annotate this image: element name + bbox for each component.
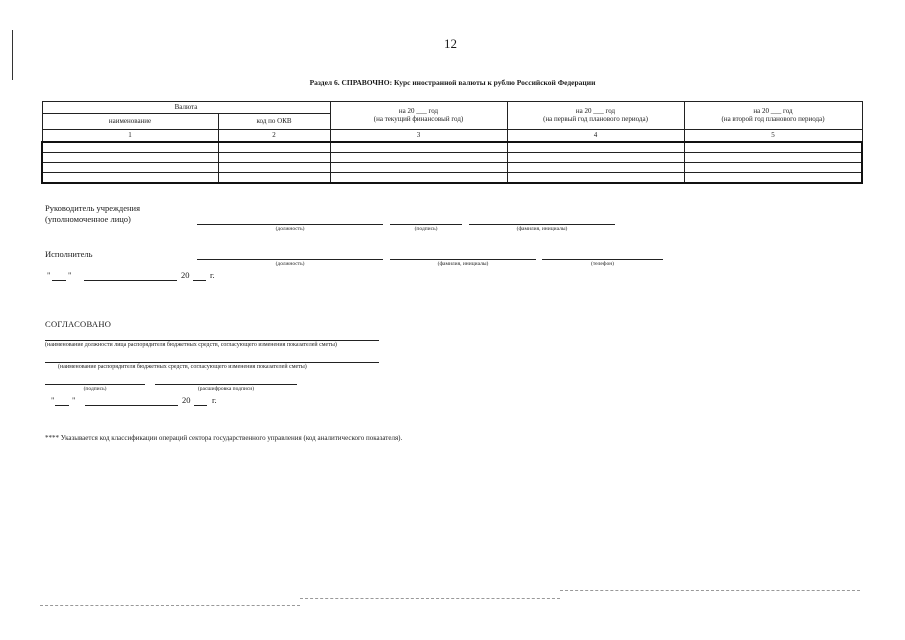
approval-manager-line[interactable] bbox=[45, 362, 379, 363]
caption-approval-signature: (подпись) bbox=[83, 386, 107, 392]
table-cell[interactable] bbox=[507, 173, 684, 184]
caption-approval-manager: (наименование распорядителя бюджетных средств, согласующего изменения показателей сметы) bbox=[58, 364, 307, 370]
col-year2-label: на 20 ___ год bbox=[575, 106, 616, 115]
head-signature-line[interactable] bbox=[390, 224, 462, 225]
table-cell[interactable] bbox=[684, 173, 862, 184]
scan-edge-mark bbox=[12, 30, 13, 80]
col-number: 1 bbox=[42, 130, 218, 143]
table-row bbox=[42, 142, 862, 153]
table-cell[interactable] bbox=[42, 153, 218, 163]
col-number: 5 bbox=[684, 130, 862, 143]
date-year-line[interactable] bbox=[193, 280, 206, 281]
head-sublabel: (уполномоченное лицо) bbox=[45, 214, 131, 224]
col-year1-label: на 20 ___ год bbox=[398, 106, 439, 115]
table-cell[interactable] bbox=[507, 153, 684, 163]
caption-position: (должность) bbox=[275, 261, 305, 267]
approval-date-month-line[interactable] bbox=[85, 405, 178, 406]
date-year-prefix: 20 bbox=[181, 270, 190, 280]
table-header-row bbox=[42, 102, 862, 114]
currency-header: Валюта bbox=[42, 102, 330, 114]
table-cell[interactable] bbox=[684, 142, 862, 153]
executor-label: Исполнитель bbox=[45, 249, 93, 259]
executor-position-line[interactable] bbox=[197, 259, 383, 260]
approval-date-day-line[interactable] bbox=[55, 405, 69, 406]
footnote: **** Указывается код классификации операций сектора государственного управления (код аналитического показателя). bbox=[45, 434, 403, 442]
column-numbers-row bbox=[42, 130, 862, 143]
col-year1-header bbox=[330, 102, 507, 130]
table-cell[interactable] bbox=[507, 163, 684, 173]
col-year2-header bbox=[507, 102, 684, 130]
col-number: 2 bbox=[218, 130, 330, 143]
approval-decode-line[interactable] bbox=[155, 384, 297, 385]
approval-title: СОГЛАСОВАНО bbox=[45, 319, 112, 329]
col-year3-label: на 20 ___ год bbox=[753, 106, 793, 115]
caption-name: (фамилия, инициалы) bbox=[516, 226, 568, 232]
col-number: 4 bbox=[507, 130, 684, 143]
scan-artifact-line bbox=[560, 590, 860, 591]
caption-position: (должность) bbox=[275, 226, 305, 232]
col-code-header: код по ОКВ bbox=[218, 114, 330, 130]
table-cell[interactable] bbox=[684, 163, 862, 173]
table-cell[interactable] bbox=[42, 173, 218, 184]
table-cell[interactable] bbox=[330, 153, 507, 163]
date-quote-open: " bbox=[47, 270, 51, 280]
approval-date-quote-open: " bbox=[51, 395, 55, 405]
table-cell[interactable] bbox=[218, 142, 330, 153]
head-position-line[interactable] bbox=[197, 224, 383, 225]
section-title: Раздел 6. СПРАВОЧНО: Курс иностранной валюты к рублю Российской Федерации bbox=[309, 78, 596, 87]
approval-date-year-prefix: 20 bbox=[182, 395, 191, 405]
date-month-line[interactable] bbox=[84, 280, 177, 281]
approval-date-quote-close: " bbox=[72, 395, 76, 405]
caption-approval-position: (наименование должности лица распорядителя бюджетных средств, согласующего изменения показателей сметы) bbox=[45, 342, 337, 348]
currency-rate-table bbox=[41, 101, 863, 184]
approval-signature-line[interactable] bbox=[45, 384, 145, 385]
date-quote-close: " bbox=[68, 270, 72, 280]
approval-date-suffix: г. bbox=[212, 395, 217, 405]
caption-phone: (телефон) bbox=[590, 261, 615, 267]
caption-signature: (подпись) bbox=[414, 226, 438, 232]
table-cell[interactable] bbox=[42, 163, 218, 173]
table-cell[interactable] bbox=[507, 142, 684, 153]
col-year3-header bbox=[684, 102, 862, 130]
table-cell[interactable] bbox=[218, 173, 330, 184]
scan-artifact-line bbox=[300, 598, 560, 599]
table-cell[interactable] bbox=[330, 142, 507, 153]
approval-date-year-line[interactable] bbox=[194, 405, 207, 406]
head-label: Руководитель учреждения bbox=[45, 203, 141, 213]
col-name-header: наименование bbox=[42, 114, 218, 130]
executor-phone-line[interactable] bbox=[542, 259, 663, 260]
col-number: 3 bbox=[330, 130, 507, 143]
scan-artifact-line bbox=[40, 605, 300, 606]
page-number: 12 bbox=[444, 36, 457, 51]
head-name-line[interactable] bbox=[469, 224, 615, 225]
table-cell[interactable] bbox=[42, 142, 218, 153]
date-suffix: г. bbox=[210, 270, 215, 280]
date-day-line[interactable] bbox=[52, 280, 66, 281]
table-cell[interactable] bbox=[218, 153, 330, 163]
approval-position-line[interactable] bbox=[45, 340, 379, 341]
table-cell[interactable] bbox=[330, 173, 507, 184]
caption-name: (фамилия, инициалы) bbox=[437, 261, 489, 267]
table-row bbox=[42, 163, 862, 173]
col-year1-sub: (на текущий финансовый год) bbox=[373, 114, 464, 123]
caption-approval-decode: (расшифровка подписи) bbox=[197, 386, 255, 392]
table-cell[interactable] bbox=[218, 163, 330, 173]
table-row bbox=[42, 153, 862, 163]
table-cell[interactable] bbox=[684, 153, 862, 163]
col-year2-sub: (на первый год планового периода) bbox=[543, 114, 648, 123]
table-cell[interactable] bbox=[330, 163, 507, 173]
table-row bbox=[42, 173, 862, 184]
col-year3-sub: (на второй год планового периода) bbox=[721, 114, 825, 123]
executor-name-line[interactable] bbox=[390, 259, 536, 260]
